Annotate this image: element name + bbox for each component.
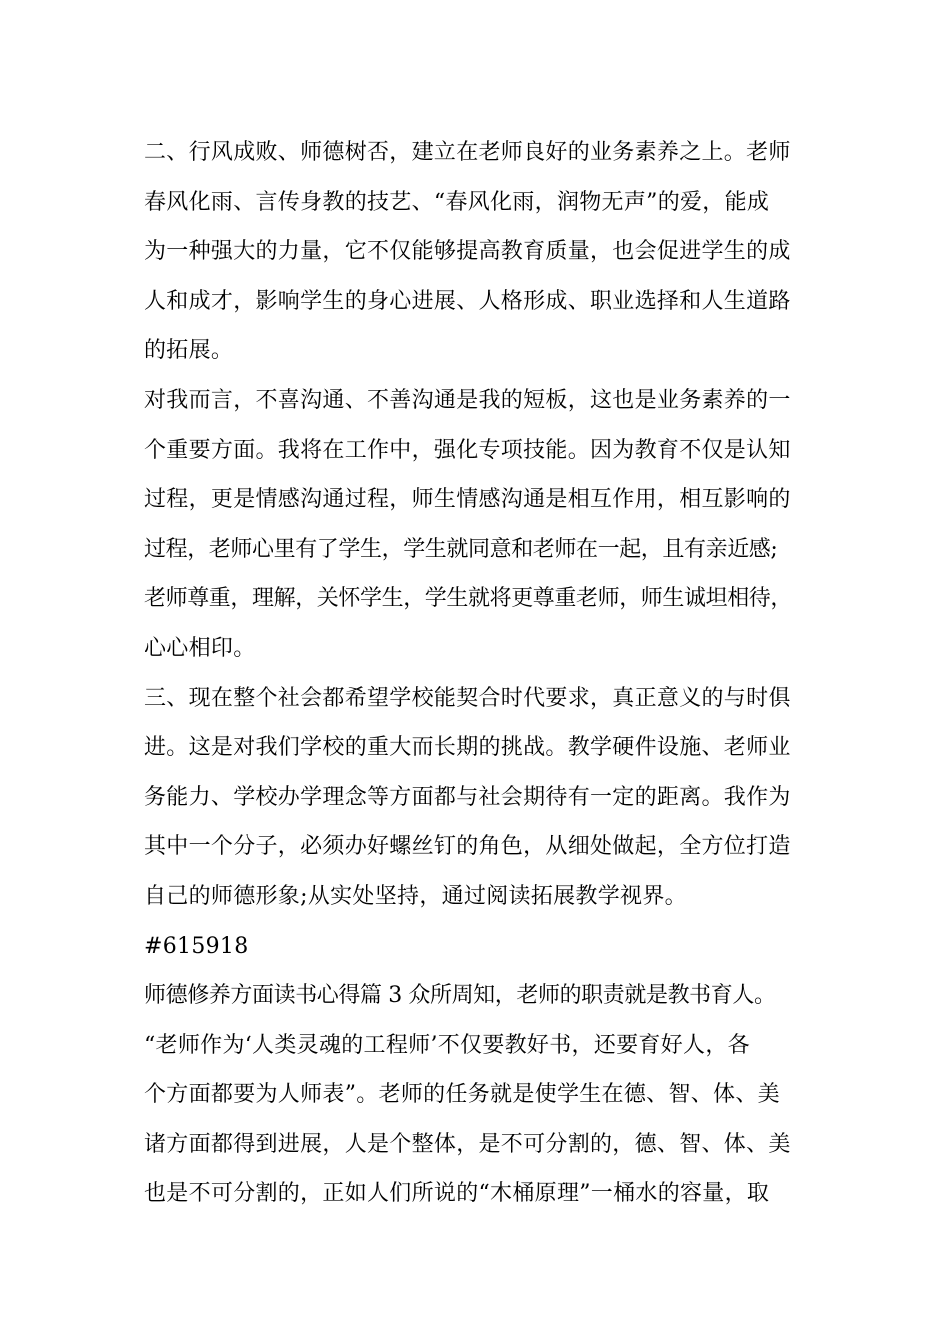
text-line: 个重要方面。我将在工作中，强化专项技能。因为教育不仅是认知 bbox=[144, 437, 791, 463]
text-line: 对我而言，不喜沟通、不善沟通是我的短板，这也是业务素养的一 bbox=[144, 387, 791, 413]
text-line: 二、行风成败、师德树否，建立在老师良好的业务素养之上。老师 bbox=[144, 140, 791, 165]
text-line: 心心相印。 bbox=[144, 635, 256, 661]
text-line: 过程，老师心里有了学生，学生就同意和老师在一起，且有亲近感; bbox=[144, 536, 778, 562]
text-line: 春风化雨、言传身教的技艺、“春风化雨，润物无声”的爱，能成 bbox=[144, 189, 770, 215]
text-line: 人和成才，影响学生的身心进展、人格形成、职业选择和人生道路 bbox=[144, 288, 791, 314]
text-line: #615918 bbox=[144, 933, 249, 959]
text-line: 个方面都要为人师表”。老师的任务就是使学生在德、智、体、美 bbox=[144, 1082, 780, 1108]
text-line: 的拓展。 bbox=[144, 338, 234, 364]
text-line: 也是不可分割的，正如人们所说的“木桶原理”一桶水的容量，取 bbox=[144, 1181, 770, 1207]
text-line: 其中一个分子，必须办好螺丝钉的角色，从细处做起，全方位打造 bbox=[144, 834, 791, 860]
text-line: 务能力、学校办学理念等方面都与社会期待有一定的距离。我作为 bbox=[144, 784, 791, 810]
document-body bbox=[144, 128, 844, 1219]
text-line: 师德修养方面读书心得篇 3 众所周知，老师的职责就是教书育人。 bbox=[144, 983, 776, 1009]
text-line: “老师作为‘人类灵魂的工程师’不仅要教好书，还要育好人，各 bbox=[144, 1032, 750, 1058]
text-line: 为一种强大的力量，它不仅能够提高教育质量，也会促进学生的成 bbox=[144, 239, 791, 265]
text-line: 进。这是对我们学校的重大而长期的挑战。教学硬件设施、老师业 bbox=[144, 735, 791, 761]
text-line: 三、现在整个社会都希望学校能契合时代要求，真正意义的与时俱 bbox=[144, 685, 791, 711]
text-line: 自己的师德形象;从实处坚持，通过阅读拓展教学视界。 bbox=[144, 883, 687, 909]
text-line: 过程，更是情感沟通过程，师生情感沟通是相互作用，相互影响的 bbox=[144, 487, 791, 513]
text-line: 诸方面都得到进展，人是个整体，是不可分割的，德、智、体、美 bbox=[144, 1131, 791, 1157]
text-line: 老师尊重，理解，关怀学生，学生就将更尊重老师，师生诚坦相待， bbox=[144, 586, 793, 612]
